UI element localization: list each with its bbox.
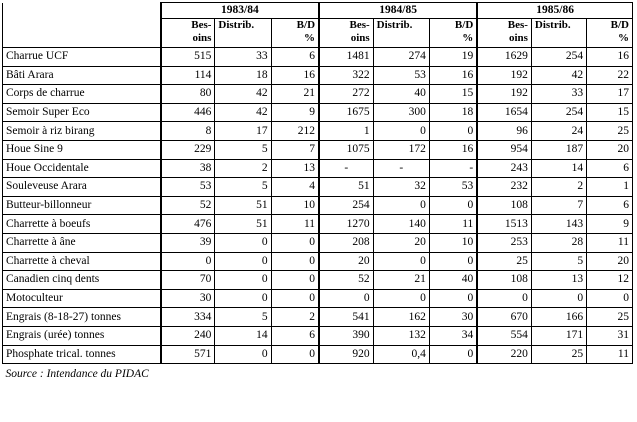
table-cell: 15 [429,85,477,104]
table-cell: 33 [215,48,271,67]
table-cell: 16 [429,66,477,85]
table-cell: 39 [161,233,215,252]
table-cell: 16 [587,48,633,67]
table-cell: 31 [587,326,633,345]
table-cell: 0 [587,289,633,308]
table-cell: 2 [215,159,271,178]
table-cell: 0,4 [373,345,429,364]
table-cell: 240 [161,326,215,345]
table-cell: 243 [477,159,531,178]
table-cell: 0 [271,345,319,364]
column-header-line: Bes- [191,19,212,31]
column-header-line: B/D [454,19,474,31]
column-header [373,19,429,48]
table-cell: 0 [429,289,477,308]
table-row [3,271,633,290]
table-cell: 51 [319,178,373,197]
table-cell: 541 [319,308,373,327]
table-container [2,2,633,384]
table-cell: 80 [161,85,215,104]
table-row [3,233,633,252]
column-header-line: % [618,32,629,44]
table-cell: 232 [477,178,531,197]
column-header-line: oins [350,32,370,44]
table-cell: - [319,159,373,178]
column-header-line: oins [192,32,212,44]
table-cell: 7 [271,140,319,159]
column-header-line: Bes- [349,19,370,31]
table-cell: 13 [531,271,586,290]
table-cell: 14 [531,159,586,178]
column-header-line: B/D [296,19,316,31]
table-cell: 208 [319,233,373,252]
table-cell: 554 [477,326,531,345]
table-cell: 51 [215,196,271,215]
table-row [3,308,633,327]
table-cell: - [429,159,477,178]
column-header-line: % [462,32,474,44]
row-label: Houe Occidentale [3,159,161,178]
table-cell: 0 [429,196,477,215]
table-cell: 108 [477,196,531,215]
table-cell: 11 [429,215,477,234]
table-cell: 52 [161,196,215,215]
table-row [3,345,633,364]
column-header-line: % [304,32,316,44]
column-header [531,19,586,48]
table-cell: 300 [373,103,429,122]
table-cell: 30 [161,289,215,308]
table-cell: 187 [531,140,586,159]
row-label: Phosphate trical. tonnes [3,345,161,364]
table-cell: 25 [587,308,633,327]
row-label: Souleveuse Arara [3,178,161,197]
table-row [3,48,633,67]
table-row [3,85,633,104]
table-cell: 42 [215,85,271,104]
table-cell: 6 [271,48,319,67]
table-cell: 0 [477,289,531,308]
column-header [587,19,633,48]
table-cell: 1075 [319,140,373,159]
row-label: Charrette à boeufs [3,215,161,234]
column-header [271,19,319,48]
table-cell: 0 [531,289,586,308]
table-cell: 0 [271,271,319,290]
table-cell: 42 [531,66,586,85]
table-cell: 20 [587,140,633,159]
table-cell: 2 [531,178,586,197]
column-header-line: oins [508,32,528,44]
row-label: Engrais (urée) tonnes [3,326,161,345]
table-cell: 0 [215,271,271,290]
table-cell: 33 [531,85,586,104]
column-header-line: Distrib. [218,19,255,31]
table-cell: 0 [373,289,429,308]
table-row [3,252,633,271]
table-cell: 322 [319,66,373,85]
row-label: Semoir Super Eco [3,103,161,122]
table-cell: 446 [161,103,215,122]
table-cell: 0 [215,289,271,308]
table-cell: 334 [161,308,215,327]
table-cell: 1 [319,122,373,141]
table-cell: 229 [161,140,215,159]
row-label: Corps de charrue [3,85,161,104]
table-cell: 53 [373,66,429,85]
table-cell: 8 [161,122,215,141]
column-header [215,19,271,48]
table-cell: 1513 [477,215,531,234]
table-cell: 22 [587,66,633,85]
table-row [3,66,633,85]
table-cell: 254 [531,103,586,122]
table-cell: 1654 [477,103,531,122]
table-cell: 390 [319,326,373,345]
table-cell: 25 [587,122,633,141]
table-cell: 17 [215,122,271,141]
table-cell: 0 [373,196,429,215]
year-header: 1983/84 [161,3,319,19]
column-header-row [3,19,633,48]
column-header [477,19,531,48]
table-cell: 1481 [319,48,373,67]
table-cell: 96 [477,122,531,141]
table-cell: 25 [477,252,531,271]
table-row [3,326,633,345]
table-cell: 0 [215,233,271,252]
table-cell: 53 [161,178,215,197]
distribution-table [2,2,633,384]
table-cell: 51 [215,215,271,234]
table-cell: 32 [373,178,429,197]
corner-cell [3,3,161,19]
table-cell: 171 [531,326,586,345]
table-cell: 5 [215,178,271,197]
table-cell: 25 [531,345,586,364]
table-cell: 34 [429,326,477,345]
table-cell: 0 [161,252,215,271]
table-cell: 0 [271,289,319,308]
table-cell: 162 [373,308,429,327]
table-cell: 16 [429,140,477,159]
row-label: Engrais (8-18-27) tonnes [3,308,161,327]
table-cell: 192 [477,66,531,85]
table-cell: 166 [531,308,586,327]
table-cell: 40 [429,271,477,290]
table-cell: 14 [215,326,271,345]
table-cell: 4 [271,178,319,197]
year-header-row [3,3,633,19]
corner-cell [3,19,161,48]
table-cell: 0 [215,345,271,364]
table-cell: 1675 [319,103,373,122]
table-cell: 0 [429,252,477,271]
table-cell: 13 [271,159,319,178]
table-cell: 20 [587,252,633,271]
table-row [3,122,633,141]
table-cell: 18 [215,66,271,85]
table-cell: 254 [319,196,373,215]
row-label: Bâti Arara [3,66,161,85]
table-row [3,159,633,178]
table-cell: 272 [319,85,373,104]
table-cell: 220 [477,345,531,364]
table-cell: 9 [587,215,633,234]
table-cell: 21 [271,85,319,104]
table-row [3,215,633,234]
row-label: Semoir à riz birang [3,122,161,141]
table-cell: 5 [215,140,271,159]
table-row [3,103,633,122]
column-header-line: Bes- [507,19,528,31]
table-cell: 1270 [319,215,373,234]
table-cell: 253 [477,233,531,252]
table-cell: 0 [373,252,429,271]
year-header: 1984/85 [319,3,477,19]
table-cell: 1629 [477,48,531,67]
table-cell: 18 [429,103,477,122]
table-cell: 10 [429,233,477,252]
table-row [3,178,633,197]
table-cell: 24 [531,122,586,141]
table-cell: 52 [319,271,373,290]
table-cell: 172 [373,140,429,159]
table-cell: 212 [271,122,319,141]
table-cell: 19 [429,48,477,67]
table-cell: 20 [373,233,429,252]
table-cell: 70 [161,271,215,290]
row-label: Motoculteur [3,289,161,308]
table-cell: 40 [373,85,429,104]
table-cell: 53 [429,178,477,197]
table-cell: 0 [429,122,477,141]
table-cell: 10 [271,196,319,215]
table-cell: 5 [215,308,271,327]
table-cell: 192 [477,85,531,104]
table-cell: 30 [429,308,477,327]
table-cell: 15 [587,103,633,122]
table-cell: 11 [587,345,633,364]
table-row [3,140,633,159]
table-cell: 1 [587,178,633,197]
table-cell: 38 [161,159,215,178]
table-cell: 11 [271,215,319,234]
table-cell: 28 [531,233,586,252]
table-cell: 6 [587,159,633,178]
table-cell: 114 [161,66,215,85]
table-cell: 571 [161,345,215,364]
table-cell: 515 [161,48,215,67]
table-cell: 9 [271,103,319,122]
table-cell: 6 [587,196,633,215]
table-cell: 954 [477,140,531,159]
row-label: Houe Sine 9 [3,140,161,159]
table-cell: 476 [161,215,215,234]
row-label: Butteur-billonneur [3,196,161,215]
year-header: 1985/86 [477,3,632,19]
column-header [319,19,373,48]
table-cell: 143 [531,215,586,234]
row-label: Charrue UCF [3,48,161,67]
column-header [429,19,477,48]
table-cell: 0 [319,289,373,308]
table-cell: 21 [373,271,429,290]
column-header-line: B/D [610,19,629,31]
row-label: Charrette à cheval [3,252,161,271]
table-cell: 0 [271,233,319,252]
table-cell: 2 [271,308,319,327]
table-cell: 17 [587,85,633,104]
table-cell: 5 [531,252,586,271]
column-header-line: Distrib. [534,19,571,31]
table-row [3,196,633,215]
table-row [3,289,633,308]
table-cell: 108 [477,271,531,290]
table-cell: 20 [319,252,373,271]
table-cell: 6 [271,326,319,345]
table-cell: 274 [373,48,429,67]
table-cell: 140 [373,215,429,234]
row-label: Canadien cinq dents [3,271,161,290]
table-cell: 132 [373,326,429,345]
table-cell: 0 [215,252,271,271]
table-cell: 12 [587,271,633,290]
table-cell: 920 [319,345,373,364]
table-cell: 670 [477,308,531,327]
row-label: Charrette à âne [3,233,161,252]
table-cell: 0 [429,345,477,364]
column-header [161,19,215,48]
table-cell: - [373,159,429,178]
table-cell: 0 [271,252,319,271]
table-cell: 42 [215,103,271,122]
source-row [3,364,633,384]
source-note: Source : Intendance du PIDAC [5,368,149,381]
table-cell: 254 [531,48,586,67]
table-cell: 11 [587,233,633,252]
table-cell: 0 [373,122,429,141]
table-cell: 7 [531,196,586,215]
column-header-line: Distrib. [376,19,413,31]
table-cell: 16 [271,66,319,85]
